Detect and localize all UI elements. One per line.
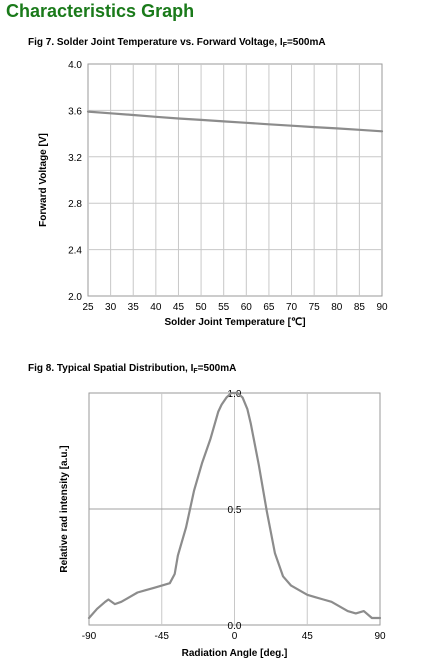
page-title: Characteristics Graph [6, 1, 195, 21]
fig8-y-tick-label: 0.5 [227, 505, 242, 516]
fig7-x-tick-label: 90 [376, 302, 388, 313]
fig7-x-tick-label: 60 [240, 302, 252, 313]
fig8-x-tick-label: 90 [374, 631, 386, 642]
fig7-x-tick-label: 35 [127, 302, 139, 313]
fig8-x-tick-label: -45 [154, 631, 169, 642]
fig7-y-axis-label: Forward Voltage [V] [38, 133, 49, 227]
fig7-y-tick-label: 3.6 [68, 106, 82, 118]
fig7-title-text: Fig 7. Solder Joint Temperature vs. Forward Voltage, I [28, 37, 283, 48]
fig7-x-tick-label: 70 [285, 302, 298, 313]
fig7-x-tick-label: 65 [263, 302, 275, 313]
fig7-title-subscript: F [282, 42, 287, 49]
fig7-y-tick-label: 4.0 [68, 60, 82, 71]
fig7-x-tick-label: 30 [105, 302, 117, 313]
fig7-x-tick-label: 25 [82, 302, 94, 313]
fig7-x-tick-label: 45 [172, 302, 185, 313]
fig7-y-tick-label: 2.0 [68, 292, 82, 303]
fig8-title-subscript: F [193, 368, 198, 375]
fig8-title-text: Fig 8. Typical Spatial Distribution, I [28, 363, 194, 374]
fig8-y-axis-label: Relative rad intensity [a.u.] [59, 445, 70, 573]
fig7-x-tick-label: 85 [353, 302, 365, 313]
fig8-x-tick-label: 0 [231, 631, 238, 642]
fig8-title-suffix: =500mA [197, 363, 237, 374]
fig7-x-axis-label: Solder Joint Temperature [℃] [164, 317, 306, 328]
fig7-y-tick-label: 2.4 [68, 245, 82, 257]
fig7-x-tick-label: 55 [218, 302, 230, 313]
fig8-y-tick-label: 0.0 [227, 621, 242, 632]
fig8-x-tick-label: -90 [81, 631, 97, 642]
fig7-x-tick-label: 75 [308, 302, 320, 313]
fig7-x-tick-label: 80 [331, 302, 343, 313]
fig7-y-tick-label: 2.8 [68, 199, 82, 211]
fig7-title-suffix: =500mA [286, 37, 326, 48]
fig8-y-tick-label: 1.0 [227, 389, 242, 400]
fig7-y-tick-label: 3.2 [68, 152, 82, 164]
fig7-x-tick-label: 50 [195, 302, 207, 313]
fig8-x-tick-label: 45 [301, 631, 313, 642]
fig7-x-tick-label: 40 [150, 302, 162, 313]
fig8-x-axis-label: Radiation Angle [deg.] [181, 648, 288, 659]
